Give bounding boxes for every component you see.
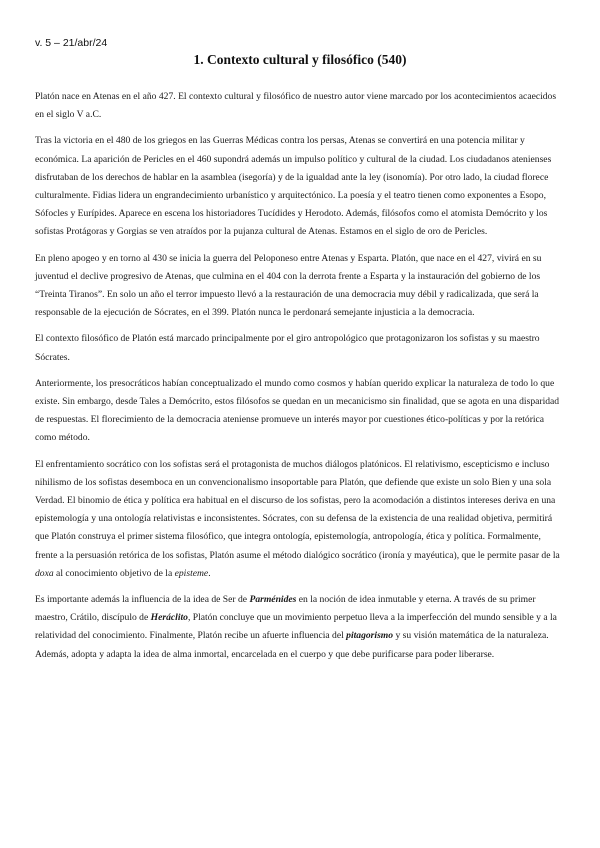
term-episteme: episteme (174, 567, 209, 579)
paragraph-3: En pleno apogeo y en torno al 430 se inicia la guerra del Peloponeso entre Atenas y Esparta. Platón, que nace en el 427, vivirá en su juventud el declive progresivo de Atenas, que culmina en el 404 con la derrota frente a Esparta y la instauración del gobierno de los “Treinta Tiranos”. En solo un año el terror impuesto llevó a la restauración de una democracia muy débil y radicalizada, que será la responsable de la ejecución de Sócrates, en el 399. Platón nunca le perdonará semejante injusticia a la democracia. (35, 252, 542, 319)
paragraph-7-text-c: , Platón concluye que un movimiento perpetuo lleva a la imperfección del mundo sensible y a la relatividad del conocimiento. Finalmente, Platón recibe un afuerte influencia del (35, 612, 557, 642)
paragraph-6-text-a: El enfrentamiento socrático con los sofistas será el protagonista de muchos diálogos platónicos. El relativismo, escepticismo e incluso nihilismo de los sofistas desemboca en un convencionalismo insoportable para Platón, que defiende que existe un solo Bien y una sola Verdad. El binomio de ética y política era habitual en el discurso de los sofistas, pero la acomodación a distintos intereses deriva en una epistemología y una ontología relativistas e inconsistentes. Sócrates, con su defensa de la existencia de una realidad objetiva, permitirá que Platón construya el primer sistema filosófico, que integra ontología, epistemología, antropología, ética y política. Formalmente, frente a la persuasión retórica de los sofistas, Platón asume el método dialógico socrático (ironía y mayéutica), que le permite pasar de la (35, 458, 560, 561)
paragraph-6-text-c: . (208, 567, 211, 579)
term-doxa: doxa (35, 567, 54, 579)
paragraph-7-text-a: Es importante además la influencia de la idea de Ser de (35, 594, 250, 606)
paragraph-7-text-d: y su visión matemática de la naturaleza. Además, adopta y adapta la idea de alma inmortal, encarcelada en el cuerpo y que debe purificarse para poder liberarse. (35, 630, 549, 660)
name-parmenides: Parménides (249, 594, 297, 606)
paragraph-6-text-b: al conocimiento objetivo de la (53, 567, 175, 579)
paragraph-6 (35, 456, 565, 583)
version-label: v. 5 – 21/abr/24 (35, 37, 108, 49)
name-heraclito: Heráclito (150, 612, 188, 624)
paragraph-2: Tras la victoria en el 480 de los griegos en las Guerras Médicas contra los persas, Atenas se convertirá en una potencia militar y económica. La aparición de Pericles en el 460 supondrá además un impulso político y cultural de la ciudad. Los ciudadanos atenienses disfrutaban de los derechos de hablar en la asamblea (isegoría) y de la igualdad ante la ley (isonomía). Por otro lado, la ciudad florece culturalmente. Fidias lidera un engrandecimiento urbanístico y arquitectónico. La poesía y el teatro tienen como exponentes a Esopo, Sófocles y Eurípides. Aparece en escena los historiadores Tucídides y Herodoto. Además, filósofos como el atomista Demócrito y los sofistas Protágoras y Gorgias se ven atraídos por la pujanza cultural de Atenas. Estamos en el siglo de oro de Pericles. (35, 135, 552, 238)
paragraph-7-text-b: en la noción de idea inmutable y eterna. A través de su primer maestro, Crátilo, discípulo de (35, 594, 536, 624)
document-body (35, 88, 565, 672)
paragraph-7 (35, 591, 565, 664)
term-pitagorismo: pitagorismo (346, 630, 394, 642)
paragraph-1: Platón nace en Atenas en el año 427. El contexto cultural y filosófico de nuestro autor viene marcado por los acontecimientos acaecidos en el siglo V a.C. (35, 91, 557, 121)
page-title: 1. Contexto cultural y filosófico (540) (193, 52, 407, 67)
paragraph-4: El contexto filosófico de Platón está marcado principalmente por el giro antropológico que protagonizaron los sofistas y su maestro Sócrates. (35, 333, 540, 363)
paragraph-5: Anteriormente, los presocráticos habían conceptualizado el mundo como cosmos y habían querido explicar la naturaleza de todo lo que existe. Sin embargo, desde Tales a Demócrito, estos filósofos se quedan en un mecanicismo sin finalidad, que se agota en una disparidad de respuestas. El florecimiento de la democracia ateniense promueve un interés mayor por cuestiones ético-políticas y por la retórica como método. (35, 377, 560, 444)
